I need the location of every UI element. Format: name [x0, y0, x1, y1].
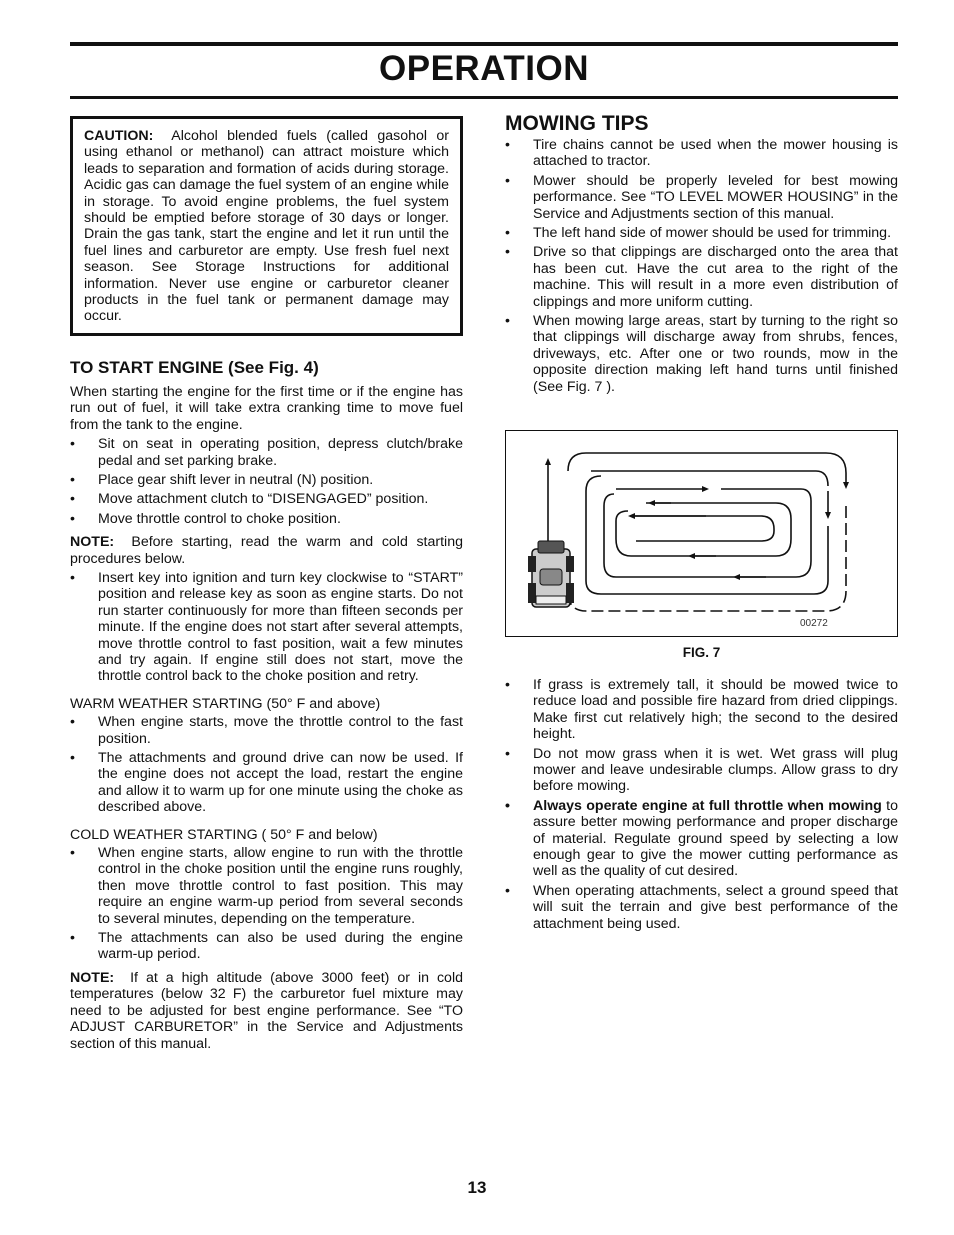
- start-engine-steps: [70, 436, 463, 527]
- list-item-text: Place gear shift lever in neutral (N) position.: [98, 471, 374, 488]
- path-outer-top: [568, 453, 846, 486]
- list-item-text: to assure better mowing performance and proper discharge of material. Regulate ground speed by selecting a low enough gear to give the mower cutting performance as well as the quality of cut desired.: [533, 797, 898, 880]
- list-item: [505, 137, 898, 170]
- start-engine-heading: TO START ENGINE (See Fig. 4): [70, 357, 319, 377]
- caution-label: CAUTION:: [84, 128, 154, 144]
- list-item-text: Do not mow grass when it is wet. Wet grass will plug mower and leave undesirable clumps. Allow grass to dry before mowing.: [533, 745, 898, 795]
- list-item-text: Drive so that clippings are discharged onto the area that has been cut. Have the cut area to the right of the machine. This will result in a more even distribution of clippings and more uniform cutting.: [533, 244, 898, 310]
- bullet-icon: •: [70, 436, 75, 453]
- bullet-icon: •: [70, 510, 75, 527]
- list-item: [505, 225, 898, 241]
- start-engine-intro: When starting the engine for the first time or if the engine has run out of fuel, it will take extra cranking time to move fuel from the tank to the engine.: [70, 383, 463, 433]
- mowing-tips-list-2: [505, 677, 898, 932]
- figure-code: 00272: [800, 618, 828, 629]
- note-before-starting: [70, 534, 463, 567]
- path-loop-2-top: [591, 471, 828, 486]
- warm-weather-steps: [70, 714, 463, 815]
- list-item: [505, 313, 898, 395]
- bullet-icon: •: [505, 137, 510, 153]
- ignition-steps: [70, 570, 463, 685]
- list-item-bold-text: Always operate engine at full throttle when mowing: [533, 797, 882, 814]
- list-item-text: The attachments can also be used during the engine warm-up period.: [98, 930, 463, 963]
- bullet-icon: •: [505, 745, 510, 762]
- list-item: [70, 714, 463, 747]
- list-item: [505, 746, 898, 795]
- path-outer-right: [568, 506, 846, 611]
- note-label: NOTE:: [70, 969, 115, 986]
- list-item: [505, 244, 898, 310]
- list-item: [505, 677, 898, 743]
- mowing-pattern-diagram: [506, 431, 897, 636]
- list-item-text: When mowing large areas, start by turning to the right so that clippings will discharge away from shrubs, fences, driveways, etc. After one or two rounds, mow in the opposite direction making left hand turns until finished (See Fig. 7 ).: [533, 313, 898, 395]
- list-item: [70, 491, 463, 507]
- list-item: [70, 436, 463, 469]
- list-item-text: Move attachment clutch to “DISENGAGED” position.: [98, 491, 429, 508]
- bullet-icon: •: [505, 172, 510, 189]
- bullet-icon: •: [505, 244, 510, 261]
- note-text: If at a high altitude (above 3000 feet) or in cold temperatures (below 32 F) the carburetor fuel mixture may need to be adjusted for best engine performance. See “TO ADJUST CARBURETOR” in the Service and Adjustments section of this manual.: [70, 969, 463, 1052]
- list-item-text: The attachments and ground drive can now be used. If the engine does not accept the load, restart the engine and allow it to warm up for one minute using the choke as described above.: [98, 750, 463, 816]
- list-item: [70, 511, 463, 527]
- bullet-icon: •: [70, 930, 75, 947]
- bullet-icon: •: [70, 471, 75, 488]
- list-item-text: Tire chains cannot be used when the mower housing is attached to tractor.: [533, 137, 898, 170]
- list-item: [70, 570, 463, 685]
- list-item: [505, 798, 898, 880]
- note-text: Before starting, read the warm and cold starting procedures below.: [70, 534, 463, 567]
- caution-box: [70, 116, 463, 336]
- list-item: [70, 750, 463, 816]
- list-item: [70, 845, 463, 927]
- header-rule-top: [70, 42, 898, 46]
- bullet-icon: •: [505, 882, 510, 899]
- right-column-upper: [505, 112, 898, 398]
- mowing-tips-heading: MOWING TIPS: [505, 112, 649, 135]
- list-item: [70, 930, 463, 963]
- list-item-text: When operating attachments, select a ground speed that will suit the terrain and give best performance of the attachment being used.: [533, 882, 898, 932]
- figure-label: FIG. 7: [682, 645, 721, 660]
- list-item-text: The left hand side of mower should be used for trimming.: [533, 225, 892, 242]
- bullet-icon: •: [70, 569, 75, 586]
- list-item-text: When engine starts, move the throttle control to the fast position.: [98, 714, 463, 747]
- list-item-text: Insert key into ignition and turn key clockwise to “START” position and release key as soon as engine starts. Do not run starter continuously for more than fifteen seconds per minute. If the engine does not start after several attempts, move throttle control to fast position, wait a few minutes and try again. If engine still does not start, move the throttle control back to the choke position and retry.: [98, 569, 463, 685]
- bullet-icon: •: [70, 750, 75, 766]
- figure-mowing-pattern: [505, 430, 898, 637]
- left-column: [70, 116, 463, 1055]
- page-number: 13: [467, 1178, 487, 1197]
- mowing-tips-list: [505, 137, 898, 395]
- bullet-icon: •: [70, 491, 75, 508]
- bullet-icon: •: [70, 845, 75, 862]
- header-rule-bottom: [70, 96, 898, 99]
- note-high-altitude: [70, 970, 463, 1052]
- list-item-text: If grass is extremely tall, it should be mowed twice to reduce load and possible fire hazard from dried clippings. Make first cut relatively high; the second to the desired height.: [533, 677, 898, 743]
- cold-weather-steps: [70, 845, 463, 963]
- list-item-text: Mower should be properly leveled for best mowing performance. See “TO LEVEL MOWER HOUSING” in the Service and Adjustments section of this manual.: [533, 172, 898, 222]
- bullet-icon: •: [505, 225, 510, 242]
- path-inner-center: [631, 516, 774, 541]
- warm-weather-heading: WARM WEATHER STARTING (50° F and above): [70, 695, 381, 712]
- bullet-icon: •: [505, 313, 510, 330]
- bullet-icon: •: [505, 677, 510, 693]
- list-item-text: When engine starts, allow engine to run with the throttle control in the choke position until the engine runs roughly, then move throttle control to fast position. This may require an engine warm-up period from several seconds to several minutes, depending on the temperature.: [98, 845, 463, 927]
- note-label: NOTE:: [70, 534, 115, 551]
- page-title: OPERATION: [379, 49, 589, 88]
- caution-text: Alcohol blended fuels (called gasohol or using ethanol or methanol) can attract moisture which leads to separation and formation of acids during storage. Acidic gas can damage the fuel system of an engine while in storage. To avoid engine problems, the fuel system should be emptied before storage of 30 days or longer. Drain the gas tank, start the engine and let it run until the fuel lines and carburetor are empty. Use fresh fuel next season. See Storage Instructions for additional information. Never use engine or carburetor cleaner products in the fuel tank or permanent damage may occur.: [84, 128, 450, 325]
- right-column-lower: [505, 677, 898, 935]
- path-inner-oval: [616, 503, 791, 556]
- list-item: [505, 883, 898, 932]
- bullet-icon: •: [505, 797, 510, 814]
- list-item: [70, 472, 463, 488]
- list-item-text: Sit on seat in operating position, depress clutch/brake pedal and set parking brake.: [98, 436, 463, 469]
- tractor-icon: [528, 541, 574, 607]
- list-item-text: Move throttle control to choke position.: [98, 510, 341, 527]
- cold-weather-heading: COLD WEATHER STARTING ( 50° F and below): [70, 826, 378, 843]
- list-item: [505, 173, 898, 222]
- bullet-icon: •: [70, 714, 75, 731]
